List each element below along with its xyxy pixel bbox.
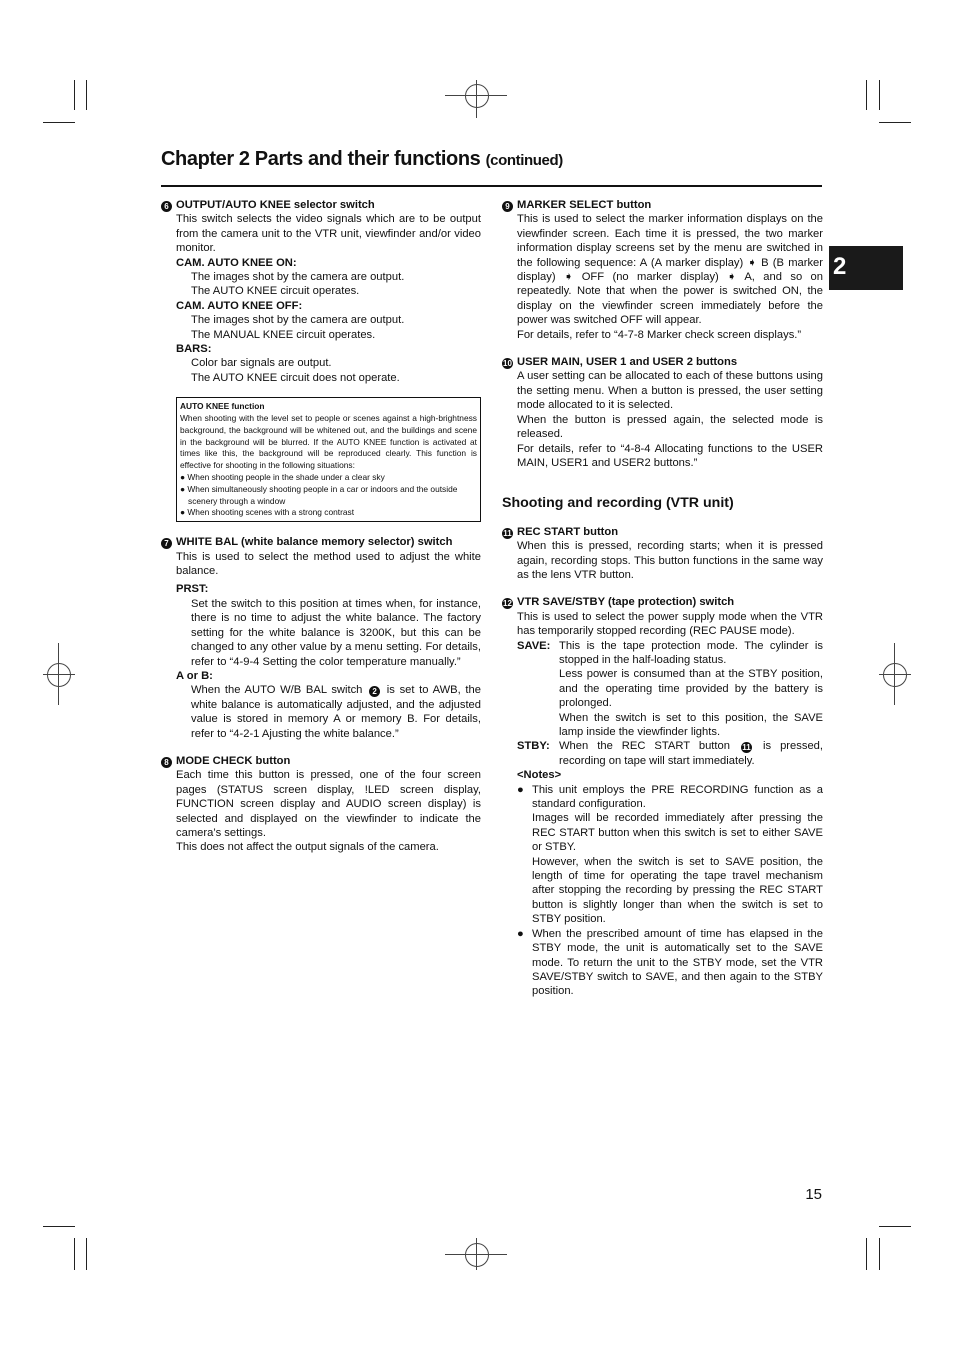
option-text: The images shot by the camera are output. — [191, 271, 405, 284]
note-item: ● This unit employs the PRE RECORDING function as a standard configuration. Images will be recorded immediately after pressing the REC START button when this switch is set to either SAVE or STBY. However, when the switch is set to SAVE position, the length of time for operating the tape travel mechanism after stopping the recording by pressing the REC START button is slightly longer than when the switch is set to STBY position. — [517, 783, 823, 926]
option-text: The MANUAL KNEE circuit operates. — [191, 328, 376, 341]
option-label: PRST: — [176, 583, 209, 596]
section-title: 9 MARKER SELECT button — [502, 198, 823, 212]
section-vtr-save-stby — [502, 595, 823, 998]
chapter-title-text: Chapter 2 Parts and their functions — [161, 148, 481, 170]
option-label: CAM. AUTO KNEE ON: — [176, 256, 297, 269]
chapter-tab — [829, 246, 903, 290]
chapter-title — [161, 148, 563, 171]
section-title: 7 WHITE BAL (white balance memory selector) switch — [161, 535, 481, 549]
section-body: A user setting can be allocated to each of these buttons using the setting menu. When a button is pressed, the user setting mode allocated to it is selected. — [517, 370, 823, 412]
info-box-title: AUTO KNEE function — [180, 401, 265, 412]
section-title: 8 MODE CHECK button — [161, 754, 481, 768]
definition-text: When the REC START button 11 is pressed, recording on tape will start immediately. — [559, 740, 823, 767]
section-body: This switch selects the video signals which are to be output from the camera unit to the VTR unit, viewfinder and/or video monitor. — [176, 213, 481, 255]
item-number: 9 — [502, 201, 513, 212]
item-number: 2 — [369, 686, 380, 697]
stby-definition — [517, 739, 823, 768]
right-column — [502, 198, 823, 1012]
item-number: 6 — [161, 201, 172, 212]
option-label: BARS: — [176, 343, 212, 356]
item-number: 7 — [161, 538, 172, 549]
notes-label: <Notes> — [517, 769, 562, 782]
save-definition — [517, 639, 823, 740]
title-rule — [161, 185, 822, 187]
info-box-bullet: ● When shooting people in the shade under a clear sky — [180, 472, 385, 483]
info-box-bullet: ● When shooting scenes with a strong contrast — [180, 507, 355, 518]
option-text: When the AUTO W/B BAL switch 2 is set to AWB, the white balance is automatically adjusted, and the adjusted value is stored in memory A or memory B. For details, refer to “4-2-1 Ajusting the white balance.” — [191, 684, 481, 740]
note-item: ● When the prescribed amount of time has elapsed in the STBY mode, the unit is automatically set to the SAVE mode. To return the unit to the STBY mode, set the VTR SAVE/STBY switch to SAVE, and then again to the STBY position. — [517, 927, 823, 998]
item-number: 12 — [503, 599, 512, 609]
info-box-bullet: ● When simultaneously shooting people in a car or indoors and the outside scenery through a window — [180, 483, 458, 506]
chapter-tab-number: 2 — [833, 253, 847, 280]
page-number: 15 — [805, 1186, 822, 1203]
bullet-icon: ● — [517, 927, 524, 940]
section-body: When the button is pressed again, the selected mode is released. — [517, 413, 823, 441]
item-number: 8 — [161, 757, 172, 768]
item-number: 11 — [503, 528, 512, 538]
bullet-icon: ● — [517, 783, 524, 796]
definition-term: STBY: — [517, 740, 550, 753]
section-heading: Shooting and recording (VTR unit) — [502, 495, 734, 512]
item-number: 11 — [742, 743, 751, 753]
section-body: Each time this button is pressed, one of the four screen pages (STATUS screen display, !LED screen display, FUNCTION screen display and AUDIO screen display) is selected and displayed on the viewfinder to indicate the camera’s settings. — [176, 769, 481, 839]
option-text: Color bar signals are output. — [191, 357, 332, 370]
auto-knee-info-box — [176, 397, 481, 522]
section-title: 11 REC START button — [503, 525, 619, 538]
section-body: This is used to select the marker information displays on the viewfinder screen. Each time it is pressed, the two marker information display screens set by the menu are switched in the following sequence: A (A marker display) ➧ B (B marker display) ➧ OFF (no marker display) ➧ A, and so on repeatedly. Note that when the power is switched ON, the display on the viewfinder screen immediately before the power was switched OFF will appear. — [517, 213, 823, 327]
section-title: 10 USER MAIN, USER 1 and USER 2 buttons — [503, 356, 738, 369]
option-text: The AUTO KNEE circuit operates. — [191, 285, 360, 298]
section-title: 6 OUTPUT/AUTO KNEE selector switch — [161, 198, 481, 212]
section-body: For details, refer to “4-7-8 Marker check screen displays.” — [517, 328, 802, 341]
info-box-body: When shooting with the level set to people or scenes against a high-brightness background, the background will be whitened out, and the buildings and scene in the background will be blurred. If the AUTO KNEE function is activated at times like this, the background will be reproduced clearly. This function is effective for shooting in the following situations: — [180, 413, 477, 471]
definition-term: SAVE: — [517, 639, 551, 652]
option-label: CAM. AUTO KNEE OFF: — [176, 299, 303, 312]
section-body: This does not affect the output signals of the camera. — [176, 841, 439, 854]
option-label: A or B: — [176, 669, 213, 682]
section-body: This is used to select the power supply mode when the VTR has temporarily stopped recording (REC PAUSE mode). — [517, 610, 823, 638]
section-body: For details, refer to “4-8-4 Allocating functions to the USER MAIN, USER1 and USER2 buttons.” — [517, 442, 823, 469]
section-output-auto-knee — [161, 198, 481, 522]
left-column — [161, 198, 481, 868]
definition-text: This is the tape protection mode. The cylinder is stopped in the half-loading status. Less power is consumed than at the STBY position, and the operating time provided by the battery is prolonged. When the switch is set to this position, the SAVE lamp inside the viewfinder lights. — [559, 639, 823, 738]
item-number: 10 — [503, 359, 512, 369]
option-text: Set the switch to this position at times when, for instance, there is no time to adjust the white balance. The factory setting for the white balance is 3200K, but this can be changed to any other value by a menu setting. For details, refer to “4-9-4 Setting the color temperature manually.” — [191, 597, 481, 668]
section-body: When this is pressed, recording starts; when it is pressed again, recording stops. This button functions in the same way as the lens VTR button. — [517, 540, 823, 581]
option-text: The AUTO KNEE circuit does not operate. — [191, 371, 400, 384]
section-body: This is used to select the method used to adjust the white balance. — [176, 550, 481, 578]
section-user-buttons — [502, 355, 823, 470]
section-rec-start — [502, 525, 823, 583]
continued-label: (continued) — [485, 152, 563, 169]
option-text: The images shot by the camera are output. — [191, 314, 405, 327]
section-white-bal — [161, 535, 481, 741]
section-marker-select — [502, 198, 823, 342]
section-title: 12 VTR SAVE/STBY (tape protection) switch — [503, 596, 735, 609]
section-mode-check — [161, 754, 481, 855]
